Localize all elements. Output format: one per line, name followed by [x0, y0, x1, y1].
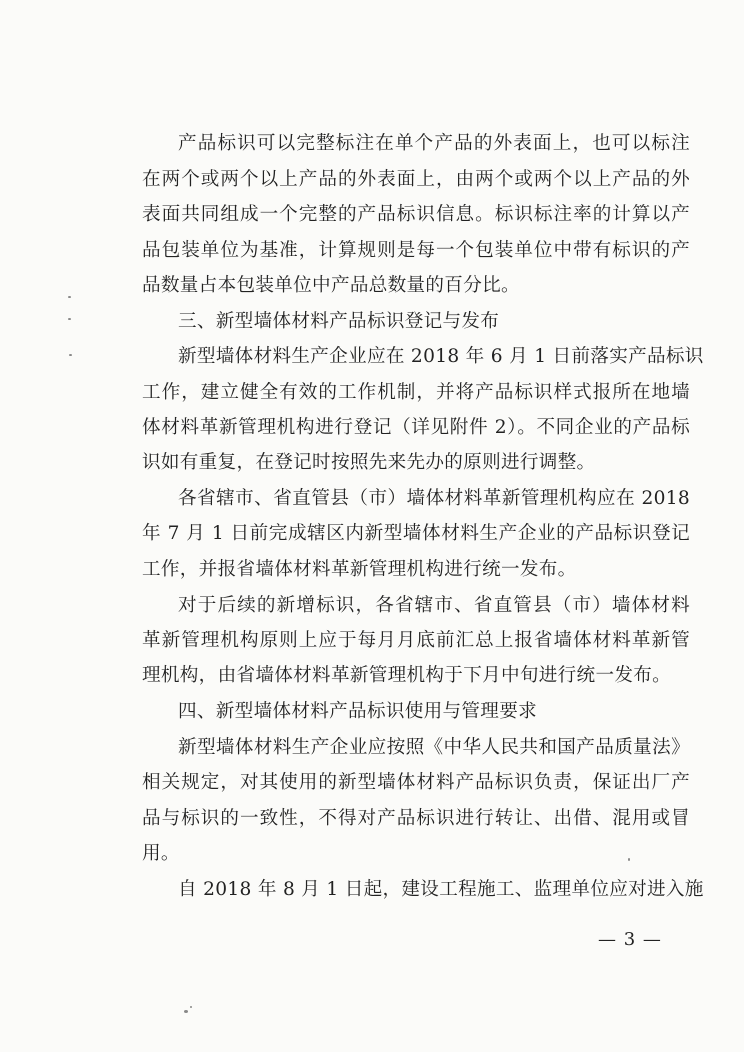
- paragraph-2-line-4: 识如有重复，在登记时按照先来先办的原则进行调整。: [142, 452, 596, 473]
- section-heading-4: 四、新型墙体材料产品标识使用与管理要求: [178, 701, 537, 722]
- paragraph-3-line-1: 各省辖市、省直管县（市）墙体材料革新管理机构应在 2018: [178, 488, 690, 509]
- paragraph-5-line-1: 新型墙体材料生产企业应按照《中华人民共和国产品质量法》: [178, 737, 690, 758]
- paragraph-1-line-3: 表面共同组成一个完整的产品标识信息。标识标注率的计算以产: [142, 204, 690, 225]
- paragraph-2-line-1: 新型墙体材料生产企业应在 2018 年 6 月 1 日前落实产品标识: [178, 346, 704, 367]
- scan-speck: [68, 318, 71, 320]
- scan-speck: [184, 1010, 188, 1013]
- page-number: — 3 —: [598, 929, 662, 950]
- paragraph-6-line-1: 自 2018 年 8 月 1 日起，建设工程施工、监理单位应对进入施: [178, 879, 704, 900]
- paragraph-1-line-4: 品包装单位为基准，计算规则是每一个包装单位中带有标识的产: [142, 240, 690, 261]
- scan-speck: [628, 858, 630, 861]
- paragraph-5-line-3: 品与标识的一致性，不得对产品标识进行转让、出借、混用或冒: [142, 808, 690, 829]
- paragraph-1-line-1: 产品标识可以完整标注在单个产品的外表面上，也可以标注: [178, 133, 690, 154]
- paragraph-4-line-1: 对于后续的新增标识，各省辖市、省直管县（市）墙体材料: [178, 595, 690, 616]
- paragraph-3-line-3: 工作，并报省墙体材料革新管理机构进行统一发布。: [142, 559, 577, 580]
- paragraph-4-line-2: 革新管理机构原则上应于每月月底前汇总上报省墙体材料革新管: [142, 630, 690, 651]
- scan-speck: [68, 296, 71, 298]
- paragraph-4-line-3: 理机构，由省墙体材料革新管理机构于下月中旬进行统一发布。: [142, 665, 672, 686]
- paragraph-5-line-2: 相关规定，对其使用的新型墙体材料产品标识负责，保证出厂产: [142, 772, 690, 793]
- section-heading-3: 三、新型墙体材料产品标识登记与发布: [178, 311, 500, 332]
- paragraph-2-line-3: 体材料革新管理机构进行登记（详见附件 2）。不同企业的产品标: [142, 417, 690, 438]
- paragraph-2-line-2: 工作，建立健全有效的工作机制，并将产品标识样式报所在地墙: [142, 382, 690, 403]
- paragraph-1-line-5: 品数量占本包装单位中产品总数量的百分比。: [142, 275, 520, 296]
- scan-speck: [69, 354, 72, 356]
- paragraph-1-line-2: 在两个或两个以上产品的外表面上，由两个或两个以上产品的外: [142, 169, 690, 190]
- scan-speck: [190, 1006, 192, 1008]
- paragraph-5-line-4: 用。: [142, 843, 180, 864]
- paragraph-3-line-2: 年 7 月 1 日前完成辖区内新型墙体材料生产企业的产品标识登记: [142, 523, 690, 544]
